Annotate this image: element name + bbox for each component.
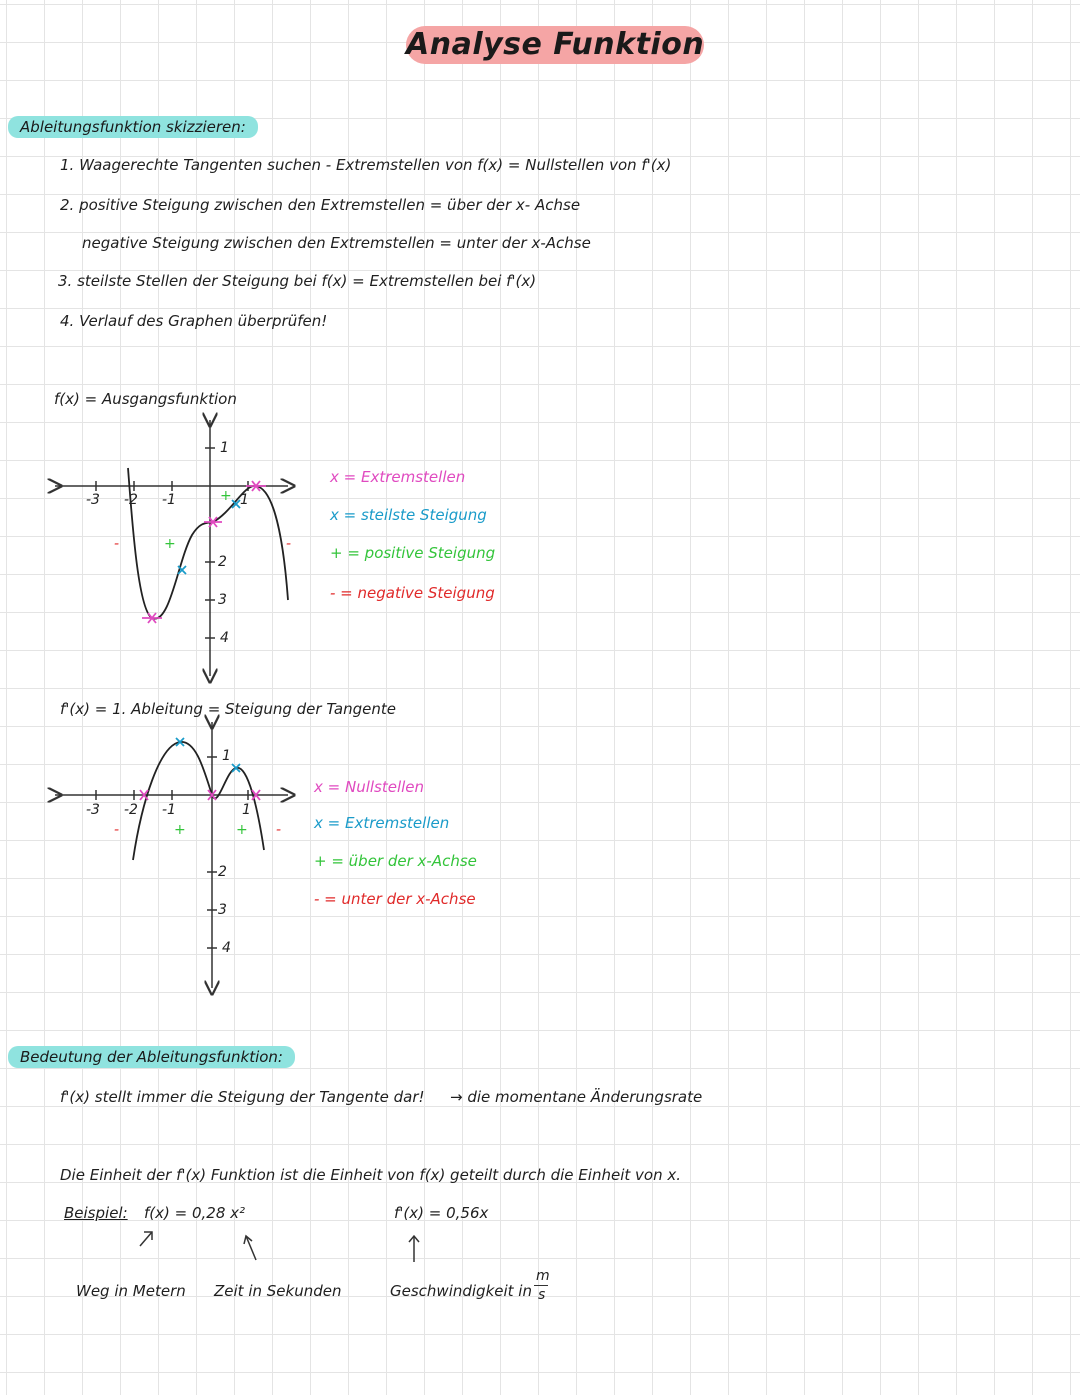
g1-sign-3: + [220, 488, 232, 504]
graph2-label: f'(x) = 1. Ableitung = Steigung der Tangente [60, 700, 396, 718]
g2-sign-4: - [276, 822, 282, 838]
g1-sign-1: - [114, 536, 120, 552]
g2-xtick-1: 1 [242, 802, 251, 818]
g1-legend-1: x = Extremstellen [330, 468, 466, 486]
g1-ytick-2: 2 [218, 554, 227, 570]
g2-legend-4: - = unter der x-Achse [314, 890, 476, 908]
g2-ytick-1: 1 [222, 748, 231, 764]
label-time: Zeit in Sekunden [214, 1282, 342, 1300]
g1-ytick-4: 4 [220, 630, 229, 646]
unit-denominator: s [538, 1287, 546, 1303]
example-label: Beispiel: [64, 1204, 128, 1222]
g2-ytick-2: 2 [218, 864, 227, 880]
label-distance: Weg in Metern [76, 1282, 186, 1300]
g2-legend-1: x = Nullstellen [314, 778, 425, 796]
g1-sign-4: - [286, 536, 292, 552]
g2-sign-1: - [114, 822, 120, 838]
g2-xtick-neg3: -3 [86, 802, 100, 818]
g1-xtick-neg1: -1 [162, 492, 176, 508]
g2-xtick-neg2: -2 [124, 802, 138, 818]
step-4: 4. Verlauf des Graphen überprüfen! [60, 312, 328, 330]
step-3: 3. steilste Stellen der Steigung bei f(x) = Extremstellen bei f'(x) [58, 272, 537, 290]
meaning-line: f'(x) stellt immer die Steigung der Tangente dar! [60, 1088, 425, 1106]
g1-xtick-1: 1 [240, 492, 249, 508]
g2-legend-2: x = Extremstellen [314, 814, 450, 832]
section-heading-sketch: Ableitungsfunktion skizzieren: [8, 116, 258, 138]
graph1-label: f(x) = Ausgangsfunktion [54, 390, 237, 408]
example-f: f(x) = 0,28 x² [144, 1204, 246, 1222]
unit-numerator: m [536, 1268, 550, 1284]
g2-xtick-neg1: -1 [162, 802, 176, 818]
g1-xtick-neg2: -2 [124, 492, 138, 508]
g1-legend-3: + = positive Steigung [330, 544, 496, 562]
g1-ytick-3: 3 [218, 592, 227, 608]
g1-legend-4: - = negative Steigung [330, 584, 495, 602]
g1-xtick-neg3: -3 [86, 492, 100, 508]
g2-ytick-3: 3 [218, 902, 227, 918]
g2-legend-3: + = über der x-Achse [314, 852, 477, 870]
page-title: Analyse Funktion [406, 27, 705, 62]
step-1: 1. Waagerechte Tangenten suchen - Extremstellen von f(x) = Nullstellen von f'(x) [60, 156, 672, 174]
g2-sign-3: + [236, 822, 248, 838]
g2-ytick-4: 4 [222, 940, 231, 956]
unit-fraction-bar [534, 1285, 548, 1286]
g1-sign-2: + [164, 536, 176, 552]
label-speed: Geschwindigkeit in [390, 1282, 532, 1300]
step-2: 2. positive Steigung zwischen den Extremstellen = über der x- Achse [60, 196, 581, 214]
example-fprime: f'(x) = 0,56x [394, 1204, 489, 1222]
g1-ytick-1: 1 [220, 440, 229, 456]
g2-sign-2: + [174, 822, 186, 838]
g1-legend-2: x = steilste Steigung [330, 506, 487, 524]
meaning-arrow-note: → die momentane Änderungsrate [450, 1088, 703, 1106]
section-heading-meaning: Bedeutung der Ableitungsfunktion: [8, 1046, 295, 1068]
unit-text: Die Einheit der f'(x) Funktion ist die Einheit von f(x) geteilt durch die Einheit von x. [60, 1166, 681, 1184]
step-2b: negative Steigung zwischen den Extremstellen = unter der x-Achse [82, 234, 591, 252]
